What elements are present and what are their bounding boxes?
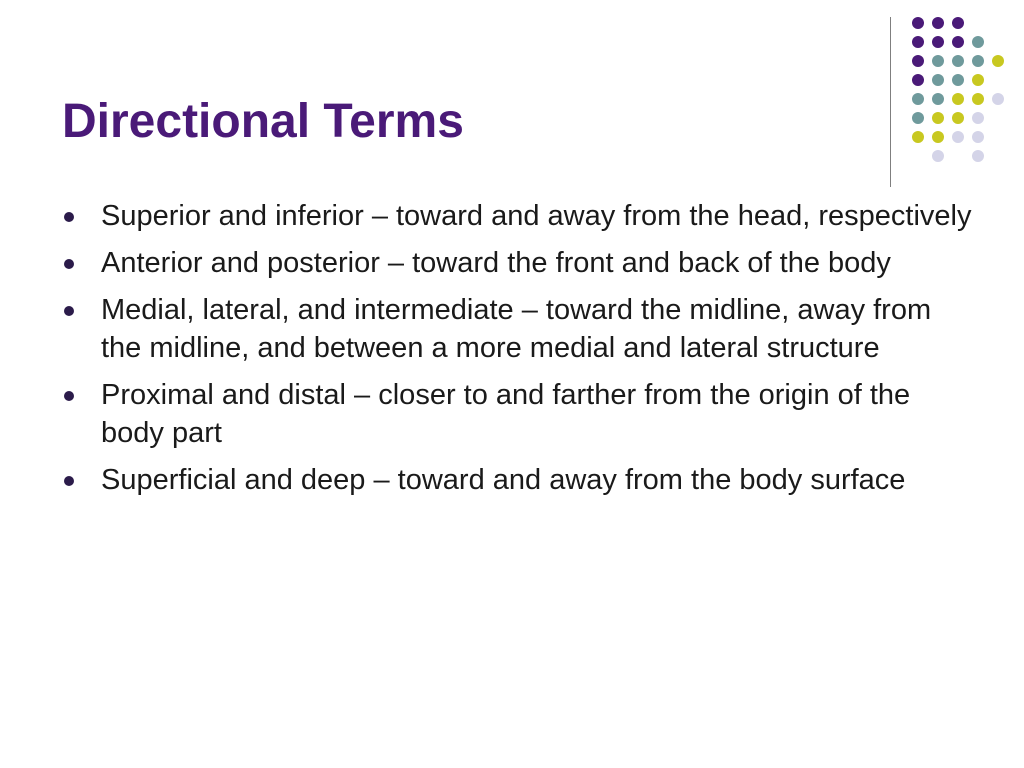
bullet-dot-icon (64, 391, 74, 401)
decorative-dot (912, 131, 924, 143)
decorative-dot (932, 74, 944, 86)
bullet-text: Proximal and distal – closer to and farther from the origin of the body part (101, 379, 911, 449)
bullet-text: Medial, lateral, and intermediate – toward the midline, away from the midline, and between a more medial and lateral structure (101, 294, 932, 364)
decorative-dot (932, 17, 944, 29)
bullet-dot-icon (64, 212, 74, 222)
decorative-dot (952, 131, 964, 143)
decorative-dot (932, 55, 944, 67)
decorative-dot (972, 74, 984, 86)
decorative-dot (972, 112, 984, 124)
bullet-dot-icon (64, 476, 74, 486)
decorative-dot (952, 112, 964, 124)
decorative-dot (952, 36, 964, 48)
decorative-dot (972, 150, 984, 162)
decorative-dot (952, 93, 964, 105)
decorative-dot (932, 131, 944, 143)
decorative-dot (972, 36, 984, 48)
bullet-item (62, 291, 972, 367)
bullet-text: Anterior and posterior – toward the front and back of the body (101, 247, 891, 279)
decorative-dot (932, 112, 944, 124)
bullet-item (62, 376, 972, 452)
decorative-dot (952, 74, 964, 86)
decorative-dot (972, 55, 984, 67)
decorative-dot (912, 36, 924, 48)
bullet-text: Superficial and deep – toward and away from the body surface (101, 464, 906, 496)
decorative-dot (952, 17, 964, 29)
decorative-dot (932, 93, 944, 105)
bullet-item (62, 197, 972, 235)
bullet-dot-icon (64, 259, 74, 269)
decorative-dot (972, 93, 984, 105)
decorative-dot (932, 36, 944, 48)
slide-title: Directional Terms (62, 95, 464, 148)
bullet-text: Superior and inferior – toward and away from the head, respectively (101, 200, 972, 232)
decorative-dot (992, 55, 1004, 67)
decorative-dot (932, 150, 944, 162)
decorative-dot (912, 74, 924, 86)
bullet-list (62, 197, 972, 508)
bullet-dot-icon (64, 306, 74, 316)
decorative-dot (972, 131, 984, 143)
bullet-item (62, 461, 972, 499)
decorative-dot (912, 112, 924, 124)
decorative-dot (912, 93, 924, 105)
decorative-dot-pattern (0, 0, 1024, 200)
decorative-dot (912, 55, 924, 67)
decorative-dot (952, 55, 964, 67)
bullet-item (62, 244, 972, 282)
decorative-dot (912, 17, 924, 29)
decorative-dot (992, 93, 1004, 105)
